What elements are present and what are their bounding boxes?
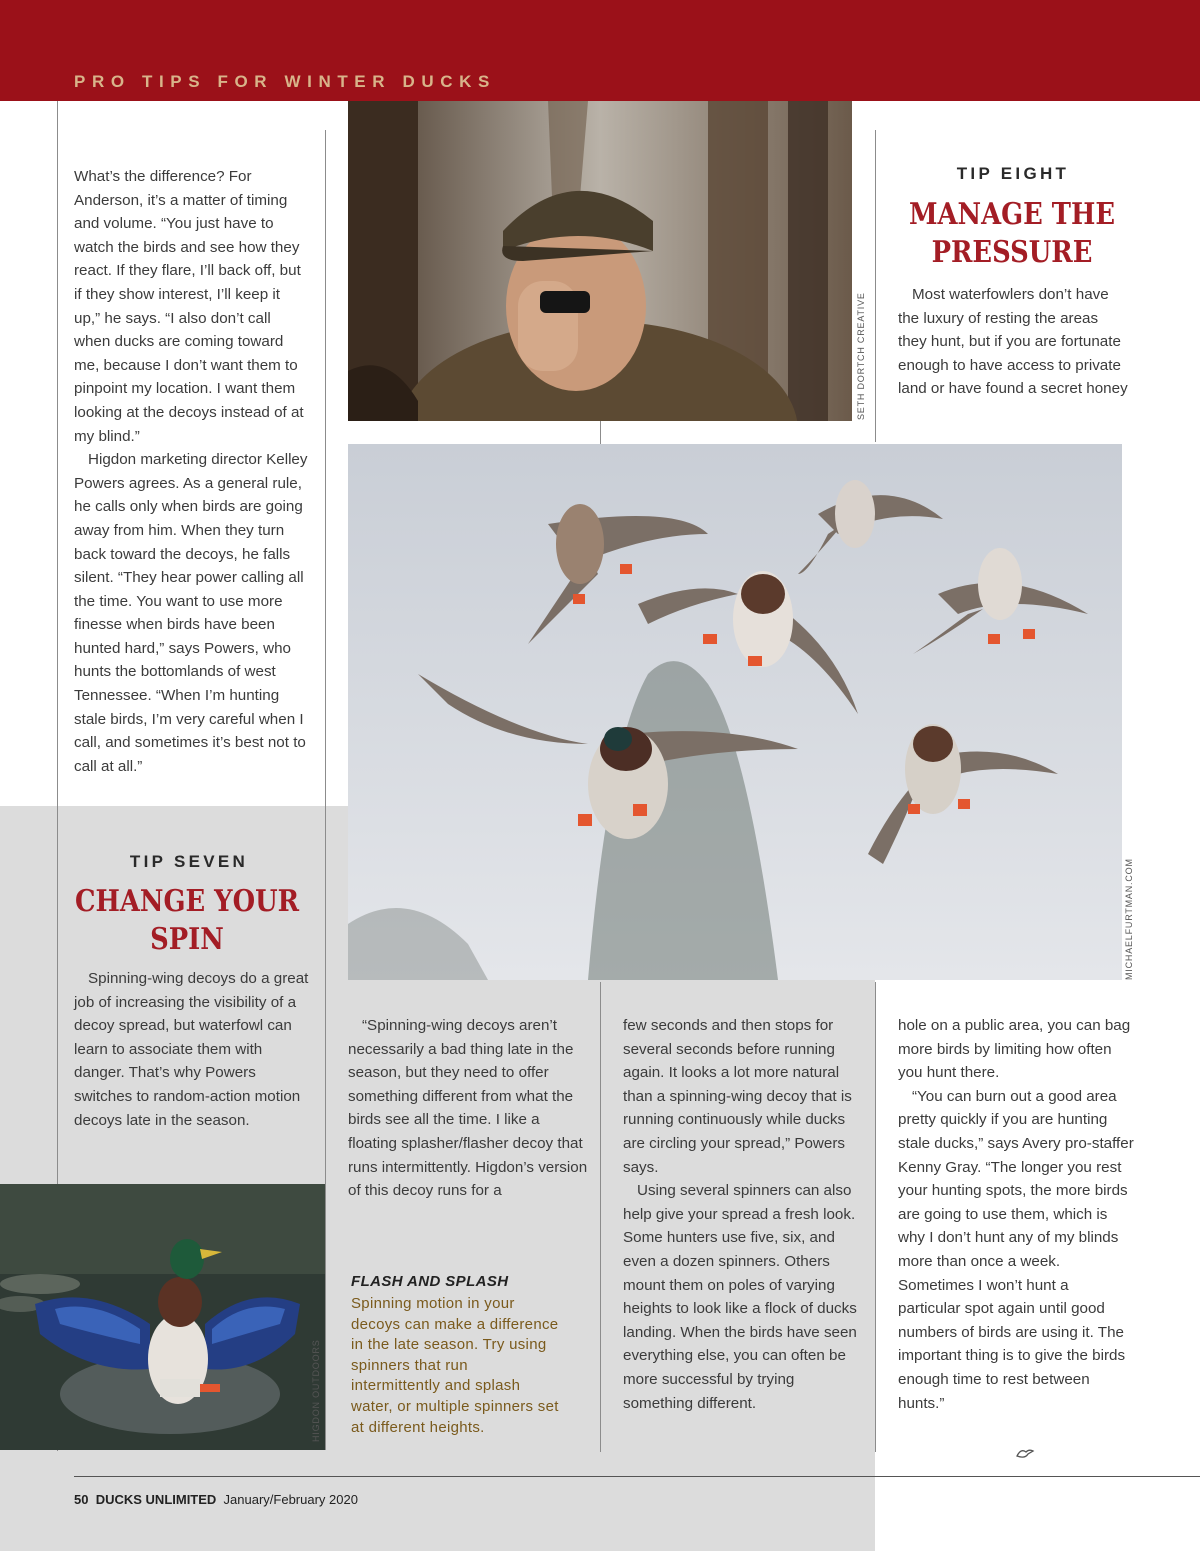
paragraph: Most waterfowlers don’t have the luxury of resting the areas they hunt, but if you are fortunate enough to have access to private land or have found a secret honey — [898, 286, 1128, 398]
magazine-name: DUCKS UNLIMITED — [95, 1492, 217, 1507]
column-rule-3b — [600, 982, 601, 1452]
paragraph: “You can burn out a good area pretty quickly if you are hunting stale ducks,” says Avery pro-staffer Kenny Gray. “The longer you rest your hunting spots, the more birds are going to use them, which is why I don’t hunt any of my blinds more than once a week. Sometimes I won’t hunt a particular spot again until good numbers of birds are using it. The important thing is to give the birds enough time to rest between hunts.” — [898, 1087, 1134, 1412]
caller-photo-credit: SETH DORTCH CREATIVE — [856, 292, 866, 420]
tip-eight-label: TIP EIGHT — [956, 164, 1070, 183]
paragraph: What’s the difference? For Anderson, it’s a matter of timing and volume. “You just have to watch the birds and see how they react. If they flare, I’ll back off, but if they show interest, I’ll keep it up,” he says. “I also don’t call when ducks are coming toward me, because I don’t want them to pinpoint my location. I want them looking at the decoys instead of at my blind.” — [74, 168, 304, 445]
left-white-strip — [0, 101, 57, 806]
paragraph: few seconds and then stops for several seconds before running again. It looks a lot more natural than a spinning-wing decoy that is running continuously while ducks are circling your spread,” Powers says. — [623, 1017, 852, 1176]
tip-eight-heading — [894, 196, 1130, 272]
paragraph: Higdon marketing director Kelley Powers agrees. As a general rule, he calls only when birds are going away from him. When they turn back toward the decoys, he falls silent. “They hear power calling all the time. You want to use more finesse when birds have been hunted hard,” says Powers, who hunts the bottomlands of west Tennessee. “When I’m hunting stale birds, I’m very careful when I call, and sometimes it’s best not to call at all.” — [74, 451, 308, 775]
paragraph: hole on a public area, you can bag more birds by limiting how often you hunt there. — [898, 1017, 1131, 1082]
column-rule-4b — [875, 982, 876, 1452]
caption-body: Spinning motion in your decoys can make a difference in the late season. Try using spinners that run intermittently and splash water, or multiple spinners set at different heights. — [351, 1295, 559, 1436]
page-number: 50 — [74, 1492, 89, 1507]
heading-line: CHANGE YOUR — [74, 884, 300, 919]
ducks-photo-credit: MICHAELFURTMAN.COM — [1124, 858, 1134, 980]
footer — [74, 1492, 358, 1507]
paragraph: “Spinning-wing decoys aren’t necessarily a bad thing late in the season, but they need to offer something different from what the birds see all the time. I like a floating splasher/flasher decoy that runs intermittently. Higdon’s version of this decoy runs for a — [348, 1017, 588, 1200]
heading-line: PRESSURE — [931, 235, 1093, 270]
tip-eight-body — [898, 283, 1130, 401]
flying-mallards-photo — [348, 444, 1122, 980]
paragraph: Using several spinners can also help give your spread a fresh look. Some hunters use five, six, and even a dozen spinners. Others mount them on poles of varying heights to look like a flock of ducks landing. When the birds have seen everything else, you can often be more successful by trying something different. — [623, 1182, 857, 1412]
caption-title: FLASH AND SPLASH — [351, 1273, 509, 1290]
column-rule-4a — [875, 130, 876, 442]
column-3-text — [623, 1014, 859, 1415]
end-mark-duck-icon — [1015, 1446, 1035, 1460]
column-rule-3a — [600, 420, 601, 445]
heading-line: SPIN — [150, 922, 224, 957]
duck-caller-photo — [348, 101, 852, 421]
column-2-text — [348, 1014, 588, 1203]
left-column-text — [74, 165, 310, 778]
banner-title: PRO TIPS FOR WINTER DUCKS — [74, 72, 496, 91]
column-4-text — [898, 1014, 1134, 1415]
decoy-photo-credit: HIGDON OUTDOORS — [311, 1339, 321, 1442]
column-rule-2 — [325, 130, 326, 1450]
issue-date: January/February 2020 — [223, 1492, 358, 1507]
paragraph: Spinning-wing decoys do a great job of increasing the visibility of a decoy spread, but waterfowl can learn to associate them with danger. That’s why Powers switches to random-action motion decoys late in the season. — [74, 970, 309, 1129]
tip-seven-heading — [69, 883, 305, 959]
tip-seven-body — [74, 967, 310, 1132]
heading-line: MANAGE THE — [908, 197, 1116, 232]
tip-seven-label: TIP SEVEN — [129, 852, 249, 871]
footer-rule — [74, 1476, 1200, 1477]
decoy-splash-photo — [0, 1184, 325, 1450]
